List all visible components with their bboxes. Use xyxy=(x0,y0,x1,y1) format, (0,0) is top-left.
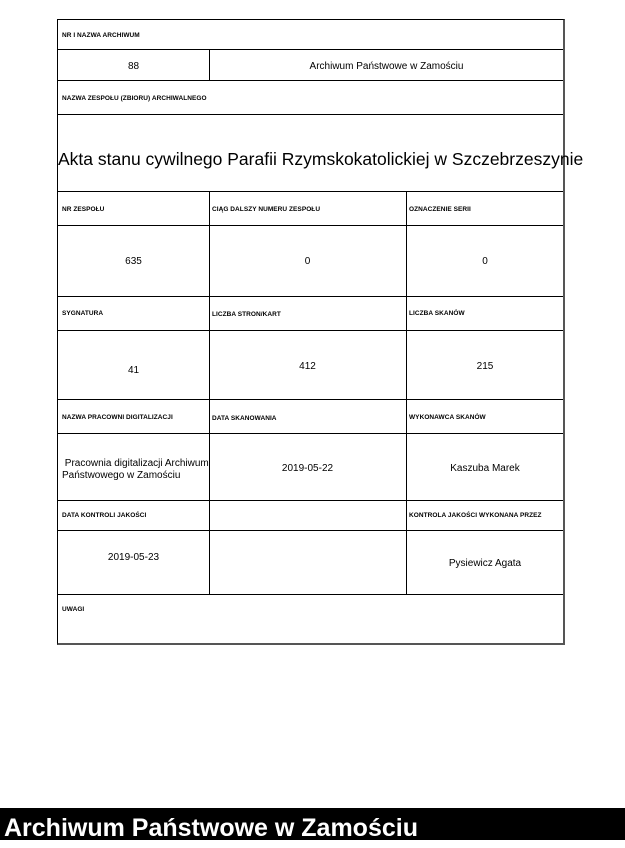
fonds-number-label: NR ZESPOŁU xyxy=(62,206,105,213)
row-divider xyxy=(58,49,563,50)
scans-value: 215 xyxy=(476,361,494,372)
row-divider xyxy=(58,296,563,297)
continuation-value: 0 xyxy=(304,256,311,267)
row-divider xyxy=(58,594,563,595)
footer-bar xyxy=(0,808,625,840)
signature-value: 41 xyxy=(127,365,140,376)
scan-date-label: DATA SKANOWANIA xyxy=(212,415,277,422)
qc-inspector-label: KONTROLA JAKOŚCI WYKONANA PRZEZ xyxy=(409,512,542,519)
archive-number: 88 xyxy=(127,61,140,72)
qc-date-value: 2019-05-23 xyxy=(107,552,160,563)
row-divider xyxy=(58,80,563,81)
series-label: OZNACZENIE SERII xyxy=(409,206,471,213)
archive-label: NR I NAZWA ARCHIWUM xyxy=(62,32,140,39)
metadata-card xyxy=(57,19,584,645)
row-divider xyxy=(58,399,563,400)
qc-date-label: DATA KONTROLI JAKOŚCI xyxy=(62,512,147,519)
pages-label: LICZBA STRON/KART xyxy=(212,311,281,318)
row-divider xyxy=(58,433,563,434)
operator-value: Kaszuba Marek xyxy=(450,463,520,474)
col-divider xyxy=(406,191,407,594)
row-divider xyxy=(58,191,563,192)
qc-inspector-value: Pysiewicz Agata xyxy=(448,558,522,569)
scans-label: LICZBA SKANÓW xyxy=(409,310,465,317)
operator-label: WYKONAWCA SKANÓW xyxy=(409,414,486,421)
pages-value: 412 xyxy=(299,361,316,372)
series-value: 0 xyxy=(482,256,488,267)
row-divider xyxy=(58,330,563,331)
footer-title: Archiwum Państwowe w Zamościu xyxy=(4,814,418,842)
fonds-name: Akta stanu cywilnego Parafii Rzymskokatolickiej w Szczebrzeszynie xyxy=(58,149,584,169)
lab-label: NAZWA PRACOWNI DIGITALIZACJI xyxy=(62,414,173,421)
row-divider xyxy=(58,530,563,531)
row-divider xyxy=(58,114,563,115)
lab-name-line1: Pracownia digitalizacji Archiwum xyxy=(62,458,209,469)
col-divider xyxy=(209,191,210,594)
fonds-number: 635 xyxy=(125,256,142,267)
scan-date-value: 2019-05-22 xyxy=(281,463,334,474)
row-divider xyxy=(58,225,563,226)
archive-name: Archiwum Państwowe w Zamościu xyxy=(309,61,464,72)
lab-name-line2: Państwowego w Zamościu xyxy=(62,470,181,481)
continuation-label: CIĄG DALSZY NUMERU ZESPOŁU xyxy=(212,206,321,213)
row-divider xyxy=(58,500,563,501)
signature-label: SYGNATURA xyxy=(62,310,104,317)
remarks-label: UWAGI xyxy=(62,606,85,613)
fonds-label: NAZWA ZESPOŁU (ZBIORU) ARCHIWALNEGO xyxy=(62,95,207,102)
